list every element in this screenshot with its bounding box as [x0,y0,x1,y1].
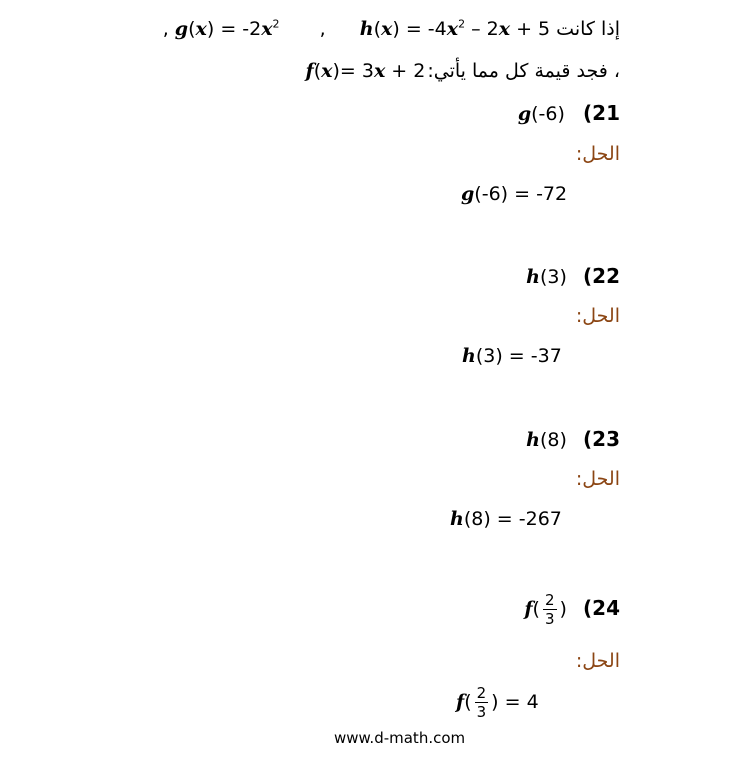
header-line-1 [163,18,550,40]
f-rhs-b: + 2 [385,60,426,82]
problem-fn: f [524,598,533,620]
problem-24: f( $\frac{2}{3}$ ) 24) [524,591,620,628]
problem-21 [518,101,620,125]
f-rhs-a: = 3 [339,60,374,82]
answer-fn: h [450,508,464,530]
g-rhs: = -2 [220,18,262,40]
solution-label: الحل: [575,305,620,327]
fraction-numerator: 2 [476,684,487,702]
solution-label: الحل: [575,143,620,165]
h-name: h [359,18,374,40]
fraction-denominator: 3 [544,610,555,628]
h-exp: 2 [458,17,466,31]
problem-number: 23) [583,427,620,451]
fraction-denominator: 3 [476,703,487,721]
h-rhs-c: + 5 [510,18,551,40]
answer-fn: g [461,183,475,205]
problem-arg: (8) [540,429,567,451]
problem-arg: (3) [540,266,567,288]
problem-fn: h [526,429,540,451]
fraction-numerator: 2 [544,591,555,609]
separator-comma: , [319,18,326,40]
f-x: x [373,60,386,82]
f-name: f [305,60,314,82]
h-arg: (x) [373,18,400,40]
g-arg: (x) [188,18,215,40]
answer-arg: (-6) [474,183,509,205]
lead-comma: , [162,18,169,40]
problem-number: 24) [583,596,620,620]
problem-22 [526,264,620,288]
header-line-2 [306,60,426,82]
problem-number: 21) [583,101,620,125]
answer-fn: h [462,345,476,367]
problem-number: 22) [583,264,620,288]
header-intro-text: إذا كانت [556,18,620,40]
header-line-2-text: ، فجد قيمة كل مما يأتي: [427,60,620,82]
answer-value: = -37 [502,345,562,367]
h-x: x [446,18,459,40]
answer-value: = -72 [508,183,568,205]
answer-24: f( $\frac{2}{3}$ ) = 4 [456,684,539,721]
footer-url: www.d-math.com [334,729,466,747]
answer-fn: f [456,691,465,713]
g-exp: 2 [272,17,280,31]
fraction [475,684,489,721]
h-x2: x [498,18,511,40]
answer-21 [461,183,567,205]
answer-arg: (8) [463,508,491,530]
solution-label: الحل: [575,650,620,672]
problem-23 [526,427,620,451]
solution-label: الحل: [575,468,620,490]
problem-arg: (-6) [531,103,565,125]
problem-fn: h [526,266,540,288]
answer-value: = 4 [498,691,539,713]
h-rhs-b: – 2 [465,18,499,40]
h-rhs-a: = -4 [405,18,447,40]
answer-22 [462,345,562,367]
f-arg: (x) [313,60,340,82]
answer-23 [450,508,562,530]
answer-arg: (3) [475,345,503,367]
g-name: g [174,18,189,40]
g-x: x [261,18,273,40]
fraction [543,591,557,628]
problem-fn: g [517,103,532,125]
answer-value: = -267 [490,508,562,530]
